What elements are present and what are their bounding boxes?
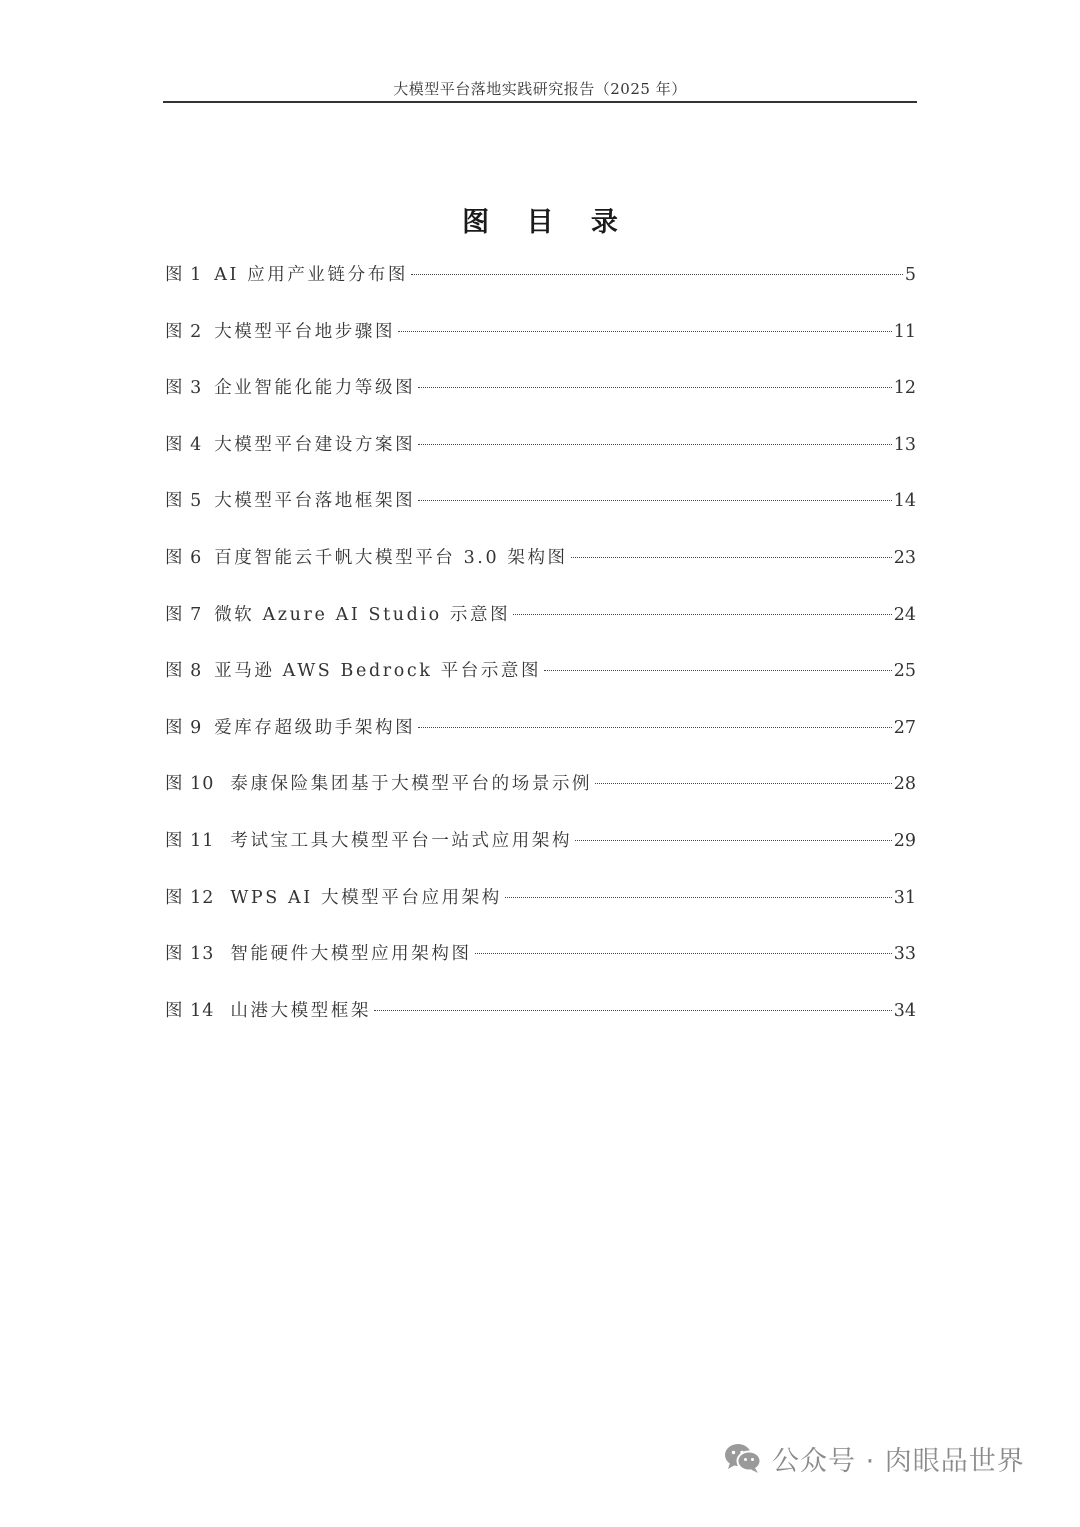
- toc-entry[interactable]: [165, 315, 916, 372]
- figure-number: 图 5: [165, 491, 203, 512]
- wechat-icon: [724, 1442, 762, 1474]
- dot-leader: [418, 500, 892, 501]
- page-number: 24: [893, 604, 916, 625]
- page-number: 5: [904, 265, 916, 285]
- dot-leader: [475, 953, 892, 954]
- figure-caption: 大模型平台落地框架图: [214, 491, 416, 512]
- dot-leader: [513, 614, 892, 615]
- toc-entry[interactable]: [165, 371, 916, 428]
- dot-leader: [418, 727, 892, 728]
- figure-number: 图 3: [165, 378, 203, 399]
- page-number: 27: [893, 717, 916, 738]
- dot-leader: [374, 1010, 892, 1011]
- figure-number: 图 12: [165, 887, 215, 908]
- page-number: 25: [893, 661, 916, 682]
- figure-number: 图 1: [165, 265, 203, 285]
- figure-caption: 微软 Azure AI Studio 示意图: [214, 604, 511, 625]
- dot-leader: [418, 444, 892, 445]
- figure-caption: 智能硬件大模型应用架构图: [230, 944, 472, 965]
- page-number: 23: [893, 547, 916, 568]
- running-header: 大模型平台落地实践研究报告（2025 年）: [393, 80, 687, 98]
- figure-caption: 泰康保险集团基于大模型平台的场景示例: [230, 774, 593, 795]
- figure-list: [165, 258, 916, 1050]
- toc-entry[interactable]: [165, 711, 916, 768]
- figure-number: 图 11: [165, 830, 215, 851]
- figure-number: 图 8: [165, 661, 203, 682]
- toc-entry[interactable]: [165, 598, 916, 655]
- figure-number: 图 6: [165, 547, 203, 568]
- figure-caption: WPS AI 大模型平台应用架构: [230, 887, 502, 908]
- figure-caption: 大模型平台地步骤图: [214, 321, 396, 342]
- figure-caption: 企业智能化能力等级图: [214, 378, 416, 399]
- page-number: 12: [893, 378, 916, 399]
- toc-title: 图 目 录: [462, 207, 632, 238]
- toc-entry[interactable]: [165, 937, 916, 994]
- figure-number: 图 10: [165, 774, 215, 795]
- page-number: 29: [893, 830, 916, 851]
- figure-caption: AI 应用产业链分布图: [214, 265, 408, 285]
- page-number: 11: [893, 321, 916, 342]
- toc-entry[interactable]: [165, 258, 916, 315]
- page-number: 31: [893, 887, 916, 908]
- toc-entry[interactable]: [165, 484, 916, 541]
- dot-leader: [544, 670, 892, 671]
- page-number: 13: [893, 434, 916, 455]
- watermark-text: 公众号 · 肉眼品世界: [772, 1445, 1025, 1477]
- page-number: 28: [893, 774, 916, 795]
- figure-number: 图 2: [165, 321, 203, 342]
- figure-caption: 大模型平台建设方案图: [214, 434, 416, 455]
- dot-leader: [418, 387, 892, 388]
- watermark: [724, 1438, 1025, 1478]
- figure-caption: 亚马逊 AWS Bedrock 平台示意图: [214, 661, 542, 682]
- header-rule: [163, 101, 917, 103]
- figure-caption: 百度智能云千帆大模型平台 3.0 架构图: [214, 547, 568, 568]
- figure-number: 图 7: [165, 604, 203, 625]
- figure-number: 图 14: [165, 1000, 215, 1021]
- figure-number: 图 13: [165, 944, 215, 965]
- toc-entry[interactable]: [165, 654, 916, 711]
- dot-leader: [398, 331, 892, 332]
- dot-leader: [411, 274, 903, 275]
- dot-leader: [575, 840, 892, 841]
- toc-entry[interactable]: [165, 994, 916, 1051]
- dot-leader: [505, 897, 892, 898]
- page-number: 34: [893, 1000, 916, 1021]
- figure-caption: 爱库存超级助手架构图: [214, 717, 416, 738]
- dot-leader: [571, 557, 892, 558]
- toc-entry[interactable]: [165, 767, 916, 824]
- figure-number: 图 4: [165, 434, 203, 455]
- toc-entry[interactable]: [165, 881, 916, 938]
- toc-entry[interactable]: [165, 541, 916, 598]
- dot-leader: [595, 783, 892, 784]
- page-number: 14: [893, 491, 916, 512]
- figure-number: 图 9: [165, 717, 203, 738]
- figure-caption: 山港大模型框架: [230, 1000, 372, 1021]
- figure-caption: 考试宝工具大模型平台一站式应用架构: [230, 830, 573, 851]
- toc-entry[interactable]: [165, 824, 916, 881]
- toc-entry[interactable]: [165, 428, 916, 485]
- page-number: 33: [893, 944, 916, 965]
